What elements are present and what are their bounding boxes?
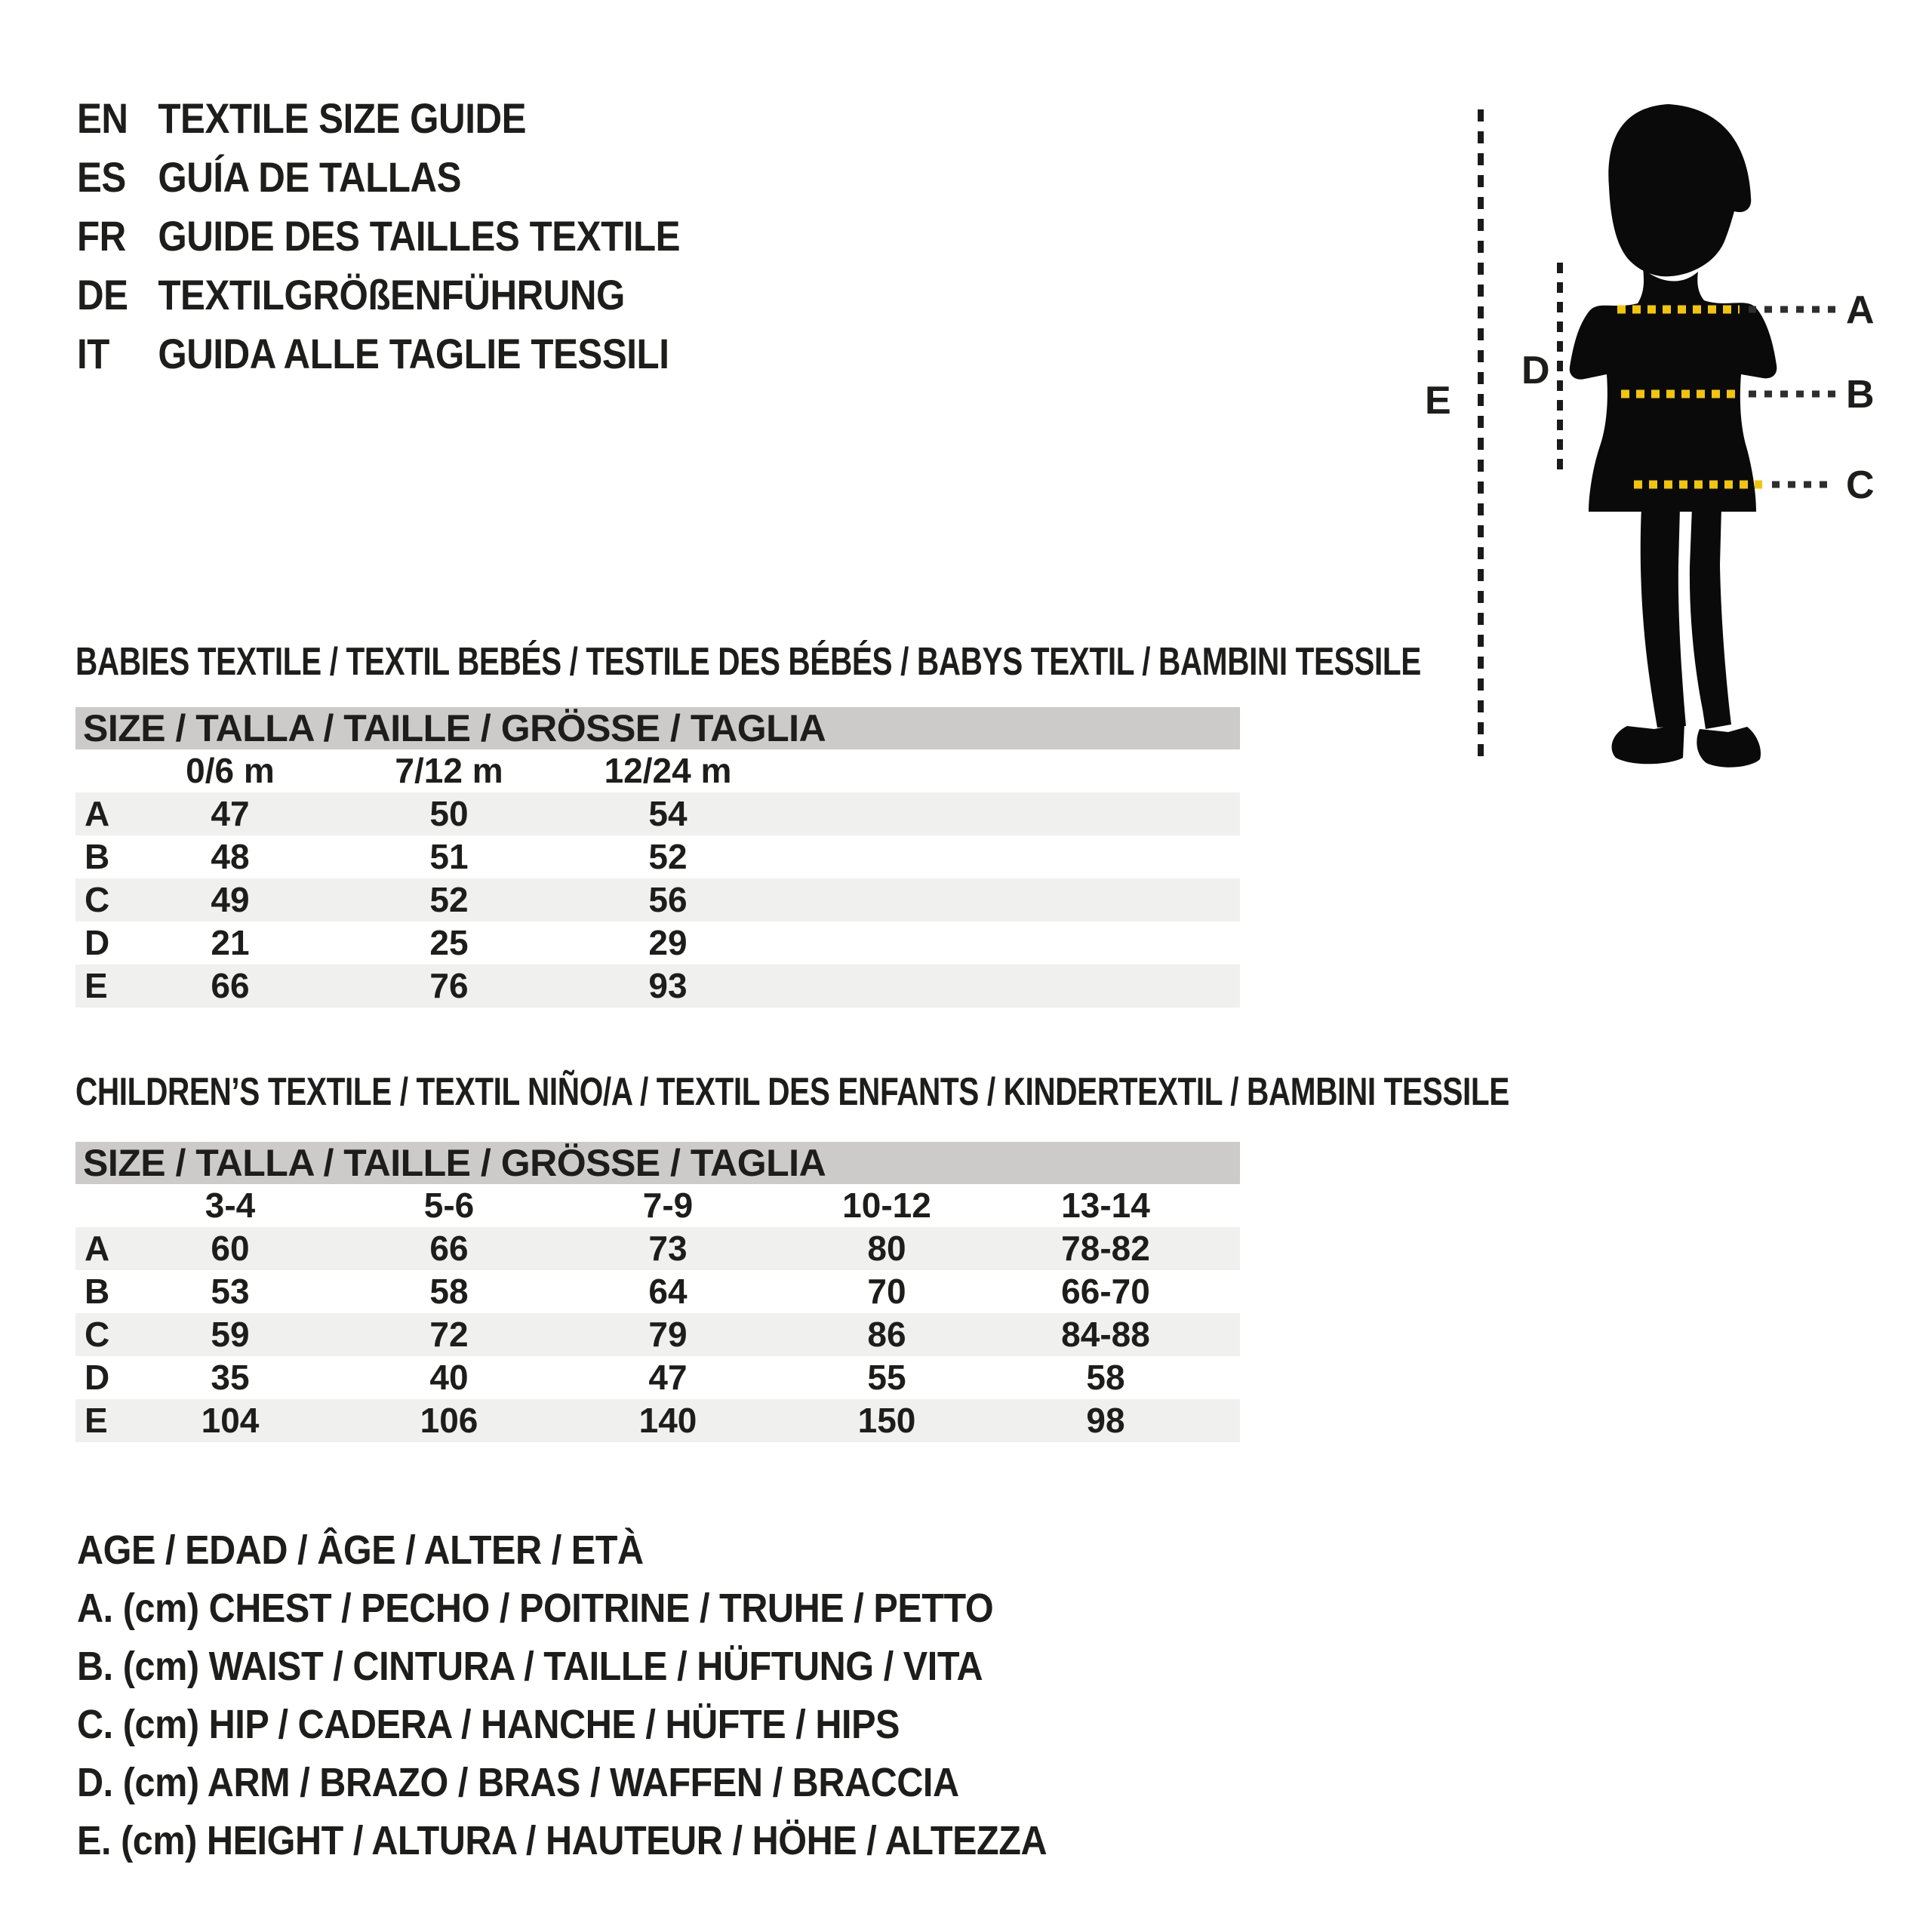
measure-value: 51 (429, 837, 469, 876)
measure-value: 53 (211, 1272, 250, 1311)
table-header-bar (75, 707, 1240, 749)
measure-row-label: D (85, 1358, 110, 1397)
language-code: ES (77, 153, 126, 201)
measure-value: 80 (867, 1229, 906, 1268)
children-size-table (75, 1142, 1240, 1442)
measure-value: 76 (429, 966, 469, 1005)
header-row (77, 266, 680, 325)
age-header-row (75, 749, 1240, 792)
figure-label-chest: A (1846, 288, 1875, 332)
guide-title: GUÍA DE TALLAS (158, 153, 462, 201)
measure-value: 40 (429, 1358, 469, 1397)
children-section-title: CHILDREN’S TEXTILE / TEXTIL NIÑO/A / TEXTIL DES ENFANTS / KINDERTEXTIL / BAMBINI TESSILE (75, 1070, 1509, 1114)
measure-row-label: E (85, 966, 108, 1005)
measure-value: 25 (429, 923, 469, 962)
measure-value: 49 (211, 880, 250, 919)
language-code: EN (77, 94, 128, 142)
measure-value: 78-82 (1061, 1229, 1150, 1268)
table-row (75, 835, 1240, 878)
guide-title: GUIDA ALLE TAGLIE TESSILI (158, 330, 669, 377)
header-row (77, 148, 680, 207)
measure-value: 98 (1086, 1401, 1125, 1440)
measure-value: 52 (648, 837, 688, 876)
guide-title: GUIDE DES TAILLES TEXTILE (158, 212, 681, 260)
measure-value: 104 (201, 1401, 260, 1440)
measure-value: 73 (648, 1229, 688, 1268)
header-row (77, 207, 680, 266)
table-row (75, 1227, 1240, 1270)
table-row (75, 792, 1240, 835)
legend-line (77, 1812, 1155, 1870)
figure-label-arm: D (1521, 349, 1550, 392)
measure-row-label: D (85, 923, 110, 962)
measure-value: 48 (211, 837, 250, 876)
measure-row-label: A (85, 794, 110, 833)
measure-row-label: B (85, 1272, 110, 1311)
measure-row-label: B (85, 837, 110, 876)
table-row (75, 1356, 1240, 1399)
age-header-blank (75, 749, 121, 792)
figure-label-waist: B (1846, 373, 1875, 417)
measure-value: 84-88 (1061, 1315, 1150, 1354)
table-row (75, 1399, 1240, 1442)
legend-line-text: B. (cm) WAIST / CINTURA / TAILLE / HÜFTUNG / VITA (77, 1644, 983, 1689)
measure-value: 72 (429, 1315, 469, 1354)
measure-value: 56 (648, 880, 688, 919)
measure-value: 58 (1086, 1358, 1125, 1397)
measure-value: 58 (429, 1272, 469, 1311)
measure-value: 66 (211, 966, 250, 1005)
table-header-bar (75, 1142, 1240, 1184)
legend-line-text: C. (cm) HIP / CADERA / HANCHE / HÜFTE / HIPS (77, 1702, 900, 1747)
header-row (77, 325, 680, 383)
table-row (75, 878, 1240, 921)
guide-title: TEXTILE SIZE GUIDE (158, 94, 527, 142)
age-column-header: 7-9 (642, 1186, 694, 1225)
table-row (75, 964, 1240, 1008)
measure-value: 52 (429, 880, 469, 919)
measure-value: 47 (211, 794, 250, 833)
legend-line-text: A. (cm) CHEST / PECHO / POITRINE / TRUHE / PETTO (77, 1586, 994, 1631)
measure-value: 21 (211, 923, 250, 962)
measure-value: 59 (211, 1315, 250, 1354)
language-code: DE (77, 271, 128, 318)
figure-label-hip: C (1846, 463, 1875, 507)
measure-row-label: A (85, 1229, 110, 1268)
age-column-header: 12/24 m (604, 751, 732, 790)
legend-line-text: D. (cm) ARM / BRAZO / BRAS / WAFFEN / BRACCIA (77, 1760, 959, 1805)
table-row (75, 921, 1240, 964)
guide-title: TEXTILGRÖßENFÜHRUNG (158, 271, 625, 318)
measure-value: 70 (867, 1272, 906, 1311)
table-row (75, 1313, 1240, 1356)
table-header-text: SIZE / TALLA / TAILLE / GRÖSSE / TAGLIA (83, 707, 826, 749)
language-code: IT (77, 330, 109, 377)
measure-value: 47 (648, 1358, 688, 1397)
language-title-block (77, 89, 680, 383)
measure-value: 93 (648, 966, 688, 1005)
header-row (77, 89, 680, 148)
measurement-legend (77, 1521, 1155, 1870)
measure-row-label: E (85, 1401, 108, 1440)
legend-line (77, 1696, 1155, 1754)
measure-value: 60 (211, 1229, 250, 1268)
measure-row-label: C (85, 1315, 110, 1354)
legend-line (77, 1638, 1155, 1696)
measure-value: 54 (648, 794, 688, 833)
babies-section-title: BABIES TEXTILE / TEXTIL BEBÉS / TESTILE DES BÉBÉS / BABYS TEXTIL / BAMBINI TESSILE (75, 640, 1421, 684)
table-header-text: SIZE / TALLA / TAILLE / GRÖSSE / TAGLIA (83, 1142, 826, 1184)
age-column-header: 3-4 (205, 1186, 256, 1225)
measure-value: 140 (638, 1401, 697, 1440)
age-header-blank (75, 1184, 121, 1227)
legend-line (77, 1580, 1155, 1638)
legend-line-text: E. (cm) HEIGHT / ALTURA / HAUTEUR / HÖHE / ALTEZZA (77, 1818, 1048, 1863)
measure-value: 66 (429, 1229, 469, 1268)
table-row (75, 1270, 1240, 1313)
measure-value: 150 (857, 1401, 916, 1440)
age-column-header: 10-12 (842, 1186, 931, 1225)
measure-value: 29 (648, 923, 688, 962)
age-column-header: 0/6 m (186, 751, 275, 790)
age-column-header: 13-14 (1061, 1186, 1150, 1225)
age-header-row (75, 1184, 1240, 1227)
measure-row-label: C (85, 880, 110, 919)
measure-value: 50 (429, 794, 469, 833)
age-column-header: 7/12 m (395, 751, 503, 790)
figure-label-height: E (1425, 379, 1451, 423)
legend-line (77, 1754, 1155, 1812)
language-code: FR (77, 212, 126, 260)
legend-line (77, 1521, 1155, 1580)
legend-line-text: AGE / EDAD / ÂGE / ALTER / ETÀ (77, 1527, 644, 1573)
measure-value: 106 (420, 1401, 478, 1440)
measure-value: 35 (211, 1358, 250, 1397)
measure-value: 55 (867, 1358, 906, 1397)
age-column-header: 5-6 (423, 1186, 475, 1225)
measure-value: 79 (648, 1315, 688, 1354)
babies-size-table (75, 707, 1240, 1008)
measure-value: 86 (867, 1315, 906, 1354)
measure-value: 66-70 (1061, 1272, 1150, 1311)
measure-value: 64 (648, 1272, 688, 1311)
